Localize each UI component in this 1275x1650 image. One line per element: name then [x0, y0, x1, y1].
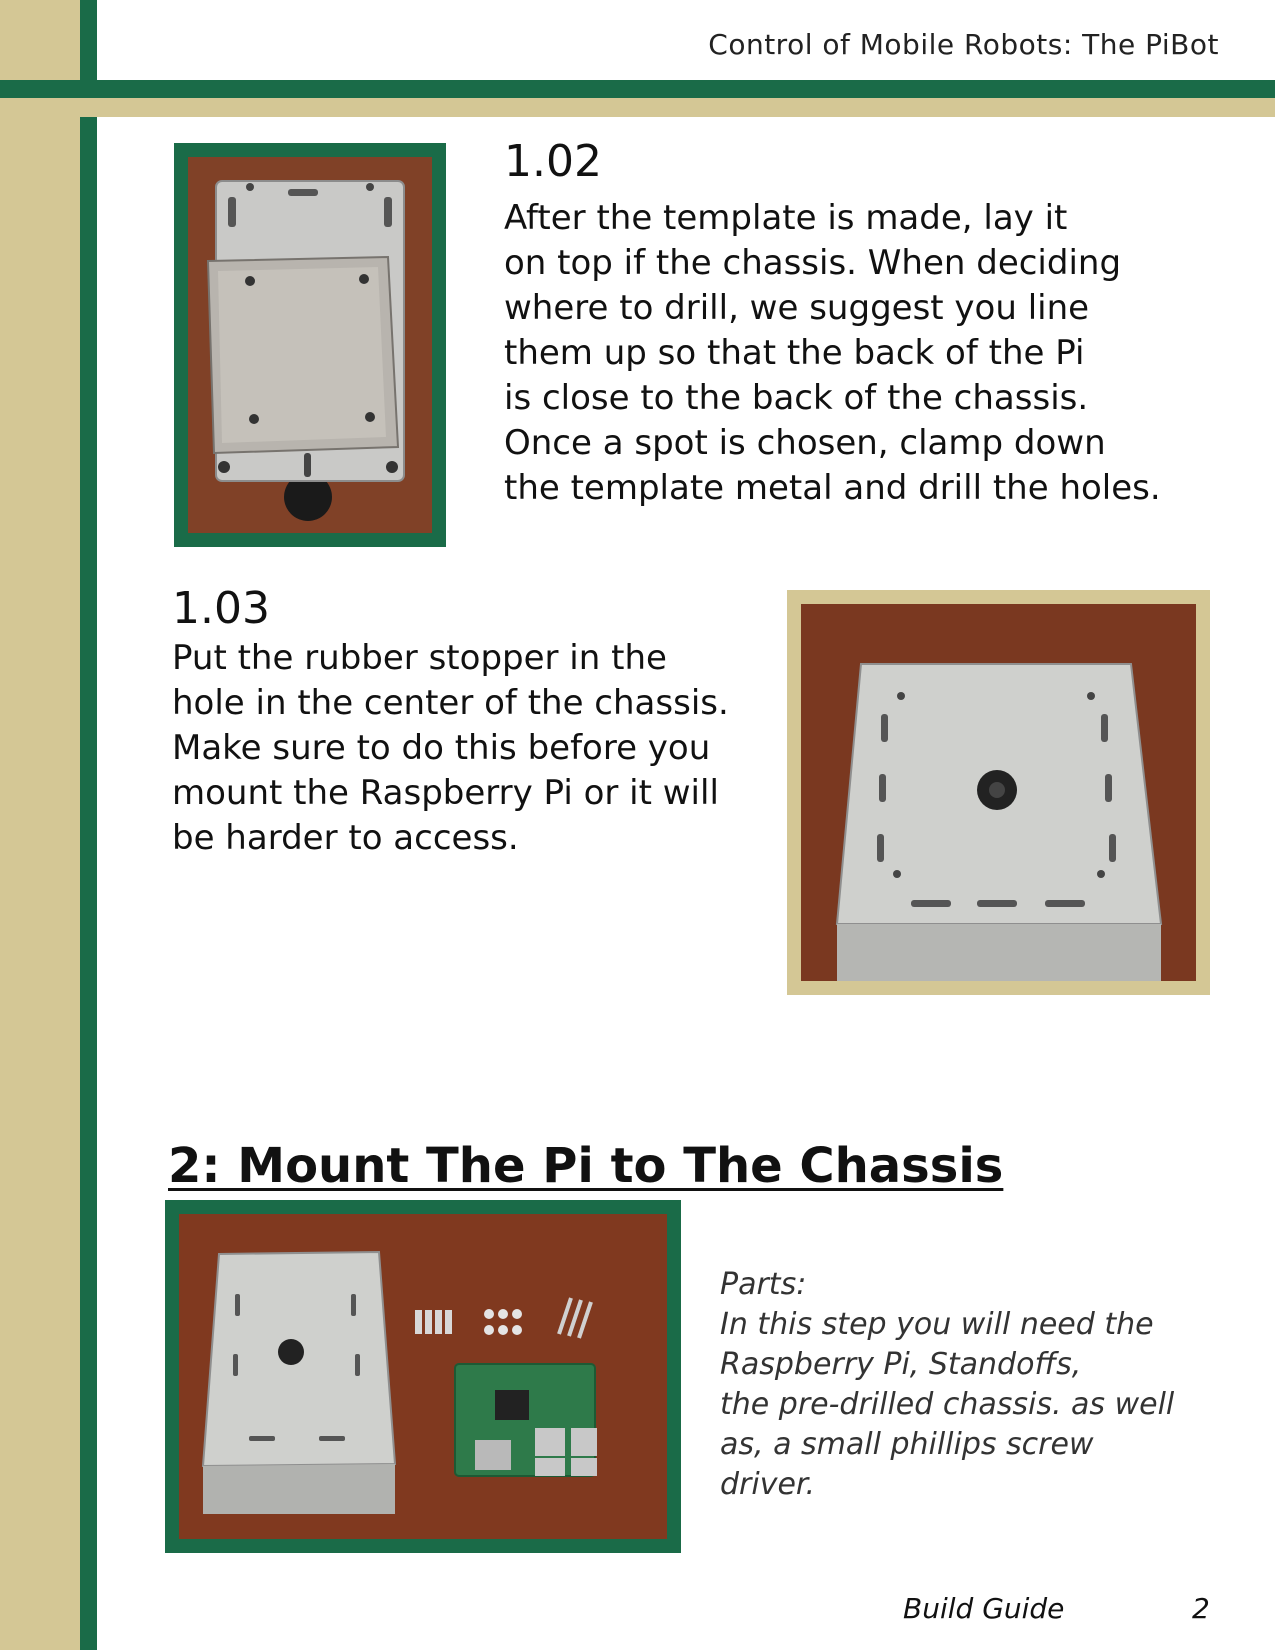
- step-1-02-number: 1.02: [504, 136, 602, 187]
- left-green-bar: [80, 0, 97, 1650]
- text-line: on top if the chassis. When deciding: [504, 243, 1122, 283]
- parts-line: the pre-drilled chassis. as well: [720, 1387, 1175, 1422]
- header-tan-bar: [0, 98, 1275, 117]
- footer-label: Build Guide: [903, 1592, 1065, 1625]
- text-line: hole in the center of the chassis.: [172, 683, 729, 723]
- text-line: where to drill, we suggest you line: [504, 288, 1090, 328]
- page-number: 2: [1192, 1592, 1210, 1625]
- photo-chassis-with-stopper: [787, 590, 1210, 995]
- header-title: Control of Mobile Robots: The PiBot: [708, 28, 1219, 61]
- parts-line: driver.: [720, 1467, 816, 1502]
- text-line: be harder to access.: [172, 818, 519, 858]
- text-line: Once a spot is chosen, clamp down: [504, 423, 1106, 463]
- text-line: After the template is made, lay it: [504, 198, 1068, 238]
- text-line: mount the Raspberry Pi or it will: [172, 773, 719, 813]
- header-green-bar: [0, 80, 1275, 98]
- parts-line: Parts:: [720, 1267, 807, 1302]
- text-line: the template metal and drill the holes.: [504, 468, 1161, 508]
- text-line: them up so that the back of the Pi: [504, 333, 1085, 373]
- parts-line: In this step you will need the: [720, 1307, 1154, 1342]
- parts-line: Raspberry Pi, Standoffs,: [720, 1347, 1082, 1382]
- photo-parts-layout: [165, 1200, 681, 1553]
- parts-list: [720, 1265, 1174, 1505]
- step-1-03-text: [172, 636, 729, 861]
- step-1-02-text: [504, 196, 1161, 511]
- step-1-03-number: 1.03: [172, 583, 270, 634]
- left-tan-bar: [0, 0, 80, 1650]
- parts-line: as, a small phillips screw: [720, 1427, 1094, 1462]
- text-line: is close to the back of the chassis.: [504, 378, 1089, 418]
- photo-template-on-chassis: [174, 143, 446, 547]
- text-line: Make sure to do this before you: [172, 728, 711, 768]
- section-heading: 2: Mount The Pi to The Chassis: [168, 1138, 1004, 1194]
- text-line: Put the rubber stopper in the: [172, 638, 667, 678]
